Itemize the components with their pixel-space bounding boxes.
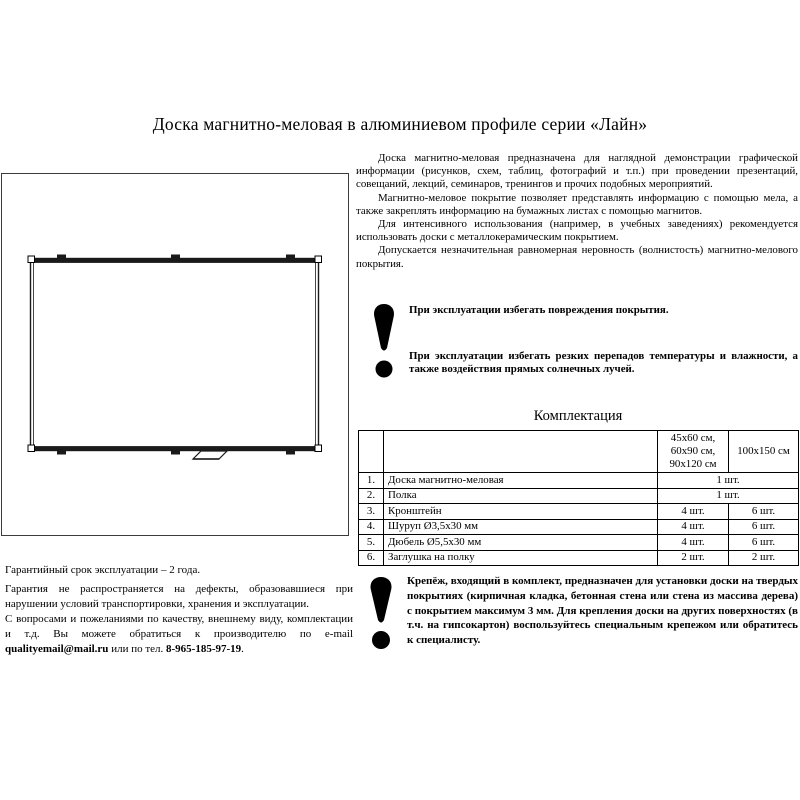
table-row — [359, 504, 799, 520]
exclamation-icon — [371, 303, 397, 386]
table-row — [359, 488, 799, 504]
table-row — [359, 535, 799, 551]
row-num: 5. — [359, 535, 384, 551]
row-qty-large: 6 шт. — [729, 504, 799, 520]
row-qty-large: 2 шт. — [729, 550, 799, 566]
description-paragraph: Магнитно-меловое покрытие позволяет представлять информацию с помощью мела, а также закреплять информацию на бумажных листах с помощью магнитов. — [356, 191, 798, 217]
row-num: 1. — [359, 473, 384, 489]
row-name: Шуруп Ø3,5x30 мм — [384, 519, 658, 535]
row-qty-small: 4 шт. — [658, 535, 729, 551]
warranty-text — [5, 563, 353, 656]
header-size-large: 100x150 см — [729, 431, 799, 473]
row-name: Полка — [384, 488, 658, 504]
contact-email: qualityemail@mail.ru — [5, 642, 109, 655]
warning-mounting: Крепёж, входящий в комплект, предназначен для установки доски на твердых покрытиях (кирпичная кладка, бетонная стена или стена из массива дерева) с покрытием максимум 3 мм. Для крепления доски на других поверхностях (в т.ч. на гипсокартон) воспользуйтесь специальным крепежом или обратитесь к специалисту. — [407, 575, 798, 647]
header-name-cell — [384, 431, 658, 473]
row-qty: 1 шт. — [658, 488, 799, 504]
row-num: 2. — [359, 488, 384, 504]
header-num-cell — [359, 431, 384, 473]
row-num: 6. — [359, 550, 384, 566]
row-num: 4. — [359, 519, 384, 535]
row-name: Кронштейн — [384, 504, 658, 520]
contact-text: С вопросами и пожеланиями по качеству, внешнему виду, комплектации и т.д. Вы можете обратиться к производителю по e-mail — [5, 612, 353, 640]
table-row — [359, 550, 799, 566]
row-qty-small: 4 шт. — [658, 504, 729, 520]
row-name: Доска магнитно-меловая — [384, 473, 658, 489]
row-qty: 1 шт. — [658, 473, 799, 489]
board-diagram — [2, 174, 348, 535]
contact-phone: 8-965-185-97-19 — [166, 642, 242, 655]
table-row — [359, 473, 799, 489]
exclamation-icon — [367, 576, 395, 657]
table-header-row — [359, 431, 799, 473]
row-num: 3. — [359, 504, 384, 520]
description-text — [356, 152, 798, 271]
equipment-table — [358, 430, 799, 566]
warning-usage: При эксплуатации избегать повреждения покрытия. — [409, 304, 669, 316]
description-paragraph: Допускается незначительная равномерная неровность (волнистость) магнитно-мелового покрытия. — [356, 244, 798, 270]
row-qty-small: 4 шт. — [658, 519, 729, 535]
manufacturer-contacts — [5, 612, 353, 657]
row-qty-large: 6 шт. — [729, 519, 799, 535]
row-name: Дюбель Ø5,5x30 мм — [384, 535, 658, 551]
row-qty-large: 6 шт. — [729, 535, 799, 551]
row-name: Заглушка на полку — [384, 550, 658, 566]
header-size-small: 45x60 см, 60x90 см, 90x120 см — [658, 431, 729, 473]
board-figure — [1, 173, 349, 536]
contact-text: . — [241, 642, 244, 655]
contact-text: или по тел. — [108, 642, 167, 655]
warranty-period: Гарантийный срок эксплуатации – 2 года. — [5, 564, 201, 576]
row-qty-small: 2 шт. — [658, 550, 729, 566]
warning-climate: При эксплуатации избегать резких перепадов температуры и влажности, а также воздействия прямых солнечных лучей. — [409, 350, 798, 376]
warranty-exclusions: Гарантия не распространяется на дефекты, образовавшиеся при нарушении условий транспортировки, хранения и эксплуатации. — [5, 582, 353, 610]
equipment-table-title: Комплектация — [533, 408, 623, 424]
description-paragraph: Доска магнитно-меловая предназначена для наглядной демонстрации графической информации (рисунков, схем, таблиц, фотографий и т.п.) при проведении презентаций, совещаний, лекций, семинаров, тренингов и прочих подобных мероприятий. — [356, 152, 798, 191]
page-title: Доска магнитно-меловая в алюминиевом профиле серии «Лайн» — [152, 114, 648, 134]
table-row — [359, 519, 799, 535]
description-paragraph: Для интенсивного использования (например, в учебных заведениях) рекомендуется использовать доски с металлокерамическим покрытием. — [356, 218, 798, 244]
